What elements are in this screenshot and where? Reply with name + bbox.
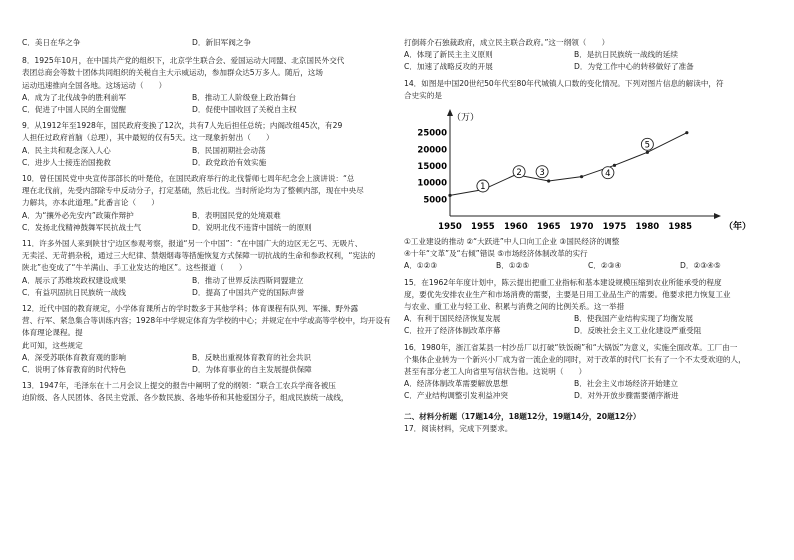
urban-population-chart xyxy=(404,104,774,236)
q7-option-c[interactable]: C．美日在华之争 xyxy=(22,38,81,47)
x-tick-label: 1980 xyxy=(635,222,660,233)
annotation-label: 5 xyxy=(644,140,651,151)
q11-option-d[interactable]: D．提高了中国共产党的国际声誉 xyxy=(192,287,305,297)
q9-line-2: 人担任过政府首脑（总理），其中最短的仅有5天。这一现象折射出（ ） xyxy=(22,133,274,143)
q12-option-d[interactable]: D．为体育事业的自主发展提供保障 xyxy=(192,365,312,375)
q10-line-3: 力解共，亦本此道理。”此番言论（ ） xyxy=(22,198,159,208)
q15-option-d[interactable]: D．反映社会主义工业化建设严重受阻 xyxy=(574,326,702,336)
q13-options xyxy=(404,49,774,73)
y-tick-label: 5000 xyxy=(423,195,447,206)
q9-line-1: 9．从1912年至1928年，国民政府变换了12次，共有7人先后担任总统；内阁改组45次，有29 xyxy=(22,121,343,131)
q11-option-b[interactable]: B．推动了世界反法西斯同盟建立 xyxy=(192,275,304,285)
q15-line-1: 15．在1962年年度计划中，陈云提出把重工业指标和基本建设规模压缩到农业所能承受的程度 xyxy=(404,277,722,287)
q13-option-b[interactable]: B．是抗日民族统一战线的延续 xyxy=(574,50,678,60)
annotation-label: 3 xyxy=(539,167,545,178)
q10-options xyxy=(22,210,392,234)
x-tick-label: 1965 xyxy=(536,222,561,233)
q7-options xyxy=(22,37,392,49)
q15-option-a[interactable]: A．有利于国民经济恢复发展 xyxy=(404,314,501,324)
q12-options xyxy=(22,352,392,376)
q11-line-2: 无卖淫、无苛捐杂税，通过三大纪律、禁烟烟毒等措施恢复方式保障一切抗战的生命和参政权利，“宪法的 xyxy=(22,251,376,261)
data-point xyxy=(580,175,583,178)
annotation-label: 2 xyxy=(516,167,522,178)
q8-line-3: 运动迅速推向全国各地。这场运动（ ） xyxy=(22,80,167,90)
x-tick-label: 1960 xyxy=(503,222,528,233)
y-tick-label: 20000 xyxy=(417,145,447,156)
q14-items-line-1: ①工业建设的推动 ②“大跃进”中人口向工企业 ③国民经济的调整 xyxy=(404,237,620,247)
q14-option-b[interactable]: B．①②⑤ xyxy=(496,261,530,271)
q12-option-c[interactable]: C．说明了体育教育的时代特色 xyxy=(22,365,127,375)
q7-option-d[interactable]: D．新旧军阀之争 xyxy=(192,38,252,47)
q15-line-2: 度，要优先安排农业生产和市场消费的需要，主要是日用工业品生产的需要。他要求把力恢复工业 xyxy=(404,289,731,299)
q10-line-1: 10．曾任国民党中央宣传部部长的叶楚伧，在国民政府举行的北伐誓师七周年纪念会上演讲说：“总 xyxy=(22,174,355,184)
q15-options xyxy=(404,313,774,337)
q10-option-b[interactable]: B．表明国民党的处境艰难 xyxy=(192,210,281,220)
q9-option-a[interactable]: A．民主共和观念深入人心 xyxy=(22,145,111,155)
q16-line-3: 甚至有部分老工人向省里写信状告他。这说明（ ） xyxy=(404,367,587,377)
q13-continuation: 打倒蒋介石独裁政府，成立民主联合政府。”这一纲领（ ） xyxy=(404,38,610,47)
q9-option-b[interactable]: B．民国初期社会动荡 xyxy=(192,145,266,155)
x-tick-label: 1955 xyxy=(471,222,495,233)
q10-option-a[interactable]: A．为“攘外必先安内”政策作辩护 xyxy=(22,210,134,220)
data-point xyxy=(685,131,688,134)
q12-option-a[interactable]: A．深受苏联体育教育观的影响 xyxy=(22,352,126,362)
q11-line-3: 陕北”也变成了“牛羊满山、手工业发达的地区”。这些报道（ ） xyxy=(22,263,247,273)
section-2-heading: 二、材料分析题（17题14分，18题12分，19题14分，20题12分） xyxy=(404,411,641,421)
q14-option-a[interactable]: A．①②③ xyxy=(404,261,438,271)
q16-option-c[interactable]: C．产业结构调整引发利益冲突 xyxy=(404,391,509,401)
q15-line-3: 与农业、重工业与轻工业、积累与消费之间的比例关系。这一举措 xyxy=(404,302,625,312)
q12-line-2: 营、行军、紧急集合等训练内容；1928年中学规定体育为学校的中心；并规定在中学或高等学校中，均开设有体育理论课程。提 xyxy=(22,316,391,338)
q8-option-d[interactable]: D．促使中国收回了关税自主权 xyxy=(192,105,297,115)
y-tick-label: 25000 xyxy=(417,128,447,139)
q14-options xyxy=(404,260,774,272)
data-point xyxy=(448,194,451,197)
y-axis-label: （万） xyxy=(452,113,480,124)
annotation-label: 4 xyxy=(605,168,611,179)
q8-line-2: 表团总商会等数十团体共同组织的关税自主大示威运动，参加群众达5万多人。随后，这场 xyxy=(22,68,323,78)
q14-line-2: 合史实的是 xyxy=(404,90,442,100)
data-point xyxy=(613,164,616,167)
q13-option-d[interactable]: D．为党工作中心的转移做好了准备 xyxy=(574,62,694,72)
q8-option-c[interactable]: C．促进了中国人民的全面觉醒 xyxy=(22,105,127,115)
y-tick-label: 10000 xyxy=(417,178,447,189)
data-point xyxy=(646,151,649,154)
right-column xyxy=(404,0,774,560)
x-tick-label: 1970 xyxy=(569,222,594,233)
q10-option-d[interactable]: D．说明北伐不违背中国统一的原则 xyxy=(192,222,312,232)
q16-option-d[interactable]: D．对外开放步骤需要循序渐进 xyxy=(574,391,679,401)
q10-line-2: 理在北伐前，先受内部除专中反动分子，打定基础，然后北伐。当时所论均为了整顿内部，现在中央尽 xyxy=(22,186,364,196)
q9-option-d[interactable]: D．政党政治有效实施 xyxy=(192,157,267,167)
q12-option-b[interactable]: B．反映出重视体育教育的社会共识 xyxy=(192,352,312,362)
q10-option-c[interactable]: C．发扬北伐精神鼓舞军民抗战士气 xyxy=(22,222,142,232)
q14-items-line-2: ④十年“文革”及“右倾”错误 ⑤市场经济体制改革的实行 xyxy=(404,249,588,259)
q16-line-2: 个集体企业转为一个新兴小厂成为省一流企业的同时，对于改革的时代厂长有了一个不太受欢迎的人， xyxy=(404,354,746,364)
q16-option-b[interactable]: B．社会主义市场经济开始建立 xyxy=(574,379,678,389)
left-column xyxy=(22,0,392,560)
q16-option-a[interactable]: A．经济体制改革需要解放思想 xyxy=(404,379,508,389)
chart-svg xyxy=(404,104,764,236)
q11-option-c[interactable]: C．有益巩固抗日民族统一战线 xyxy=(22,287,127,297)
x-axis-label: （年） xyxy=(724,222,752,233)
q8-option-b[interactable]: B．推动工人阶级登上政治舞台 xyxy=(192,92,296,102)
x-axis-arrow xyxy=(714,213,721,219)
q14-option-d[interactable]: D．②③④⑤ xyxy=(680,261,721,271)
x-tick-label: 1985 xyxy=(668,222,693,233)
x-tick-label: 1975 xyxy=(602,222,627,233)
q12-line-3: 此可知，这些规定 xyxy=(22,340,83,350)
q12-line-1: 12．近代中国的教育规定，小学体育课所占的学时数多于其他学科；体育课程有队列、军操、野外露 xyxy=(22,304,359,314)
q16-options xyxy=(404,378,774,402)
data-point xyxy=(547,179,550,182)
q14-line-1: 14．如图是中国20世纪50年代至80年代城镇人口数的变化情况。下列对图片信息的解读中，符 xyxy=(404,78,724,88)
q8-line-1: 8．1925年10月，在中国共产党的组织下，北京学生联合会、爱国运动大同盟、北京国民外交代 xyxy=(22,56,345,66)
q8-option-a[interactable]: A．成为了北伐战争的胜利前军 xyxy=(22,92,126,102)
q13-option-c[interactable]: C．加速了战略反攻的开展 xyxy=(404,62,493,72)
q11-line-1: 11．许多外国人来到陕甘宁边区参观考察，报道“另一个中国”：“在中国广大的边区无乞丐、无吸片、 xyxy=(22,239,363,249)
q11-options xyxy=(22,275,392,299)
y-tick-label: 15000 xyxy=(417,162,447,173)
q13-line-2: 迫阶级、各人民团体、各民主党派、各少数民族、各地华侨和其他爱国分子，组成民族统一战线， xyxy=(22,393,349,403)
q16-line-1: 16．1980年，浙江省某县一村沙岳厂以打破“铁饭碗”和“大锅饭”为意义，实施全面改革。工厂由一 xyxy=(404,342,738,352)
q17-prompt: 17．阅读材料，完成下列要求。 xyxy=(404,423,513,433)
q8-options xyxy=(22,92,392,116)
q13-line-1: 13．1947年，毛泽东在十二月会议上提交的报告中阐明了党的纲领：“联合工农兵学商各被压 xyxy=(22,381,336,391)
q13-option-a[interactable]: A．体现了新民主主义原则 xyxy=(404,50,493,60)
q11-option-a[interactable]: A．展示了苏维埃政权建设成果 xyxy=(22,275,126,285)
q14-option-c[interactable]: C．②③④ xyxy=(588,261,622,271)
q9-options xyxy=(22,145,392,169)
q15-option-b[interactable]: B．使我国产业结构实现了均衡发展 xyxy=(574,314,694,324)
q15-option-c[interactable]: C．拉开了经济体制改革序幕 xyxy=(404,326,501,336)
x-tick-label: 1950 xyxy=(438,222,462,233)
annotation-label: 1 xyxy=(480,182,486,193)
q9-option-c[interactable]: C．进步人士接连治国挽救 xyxy=(22,157,111,167)
